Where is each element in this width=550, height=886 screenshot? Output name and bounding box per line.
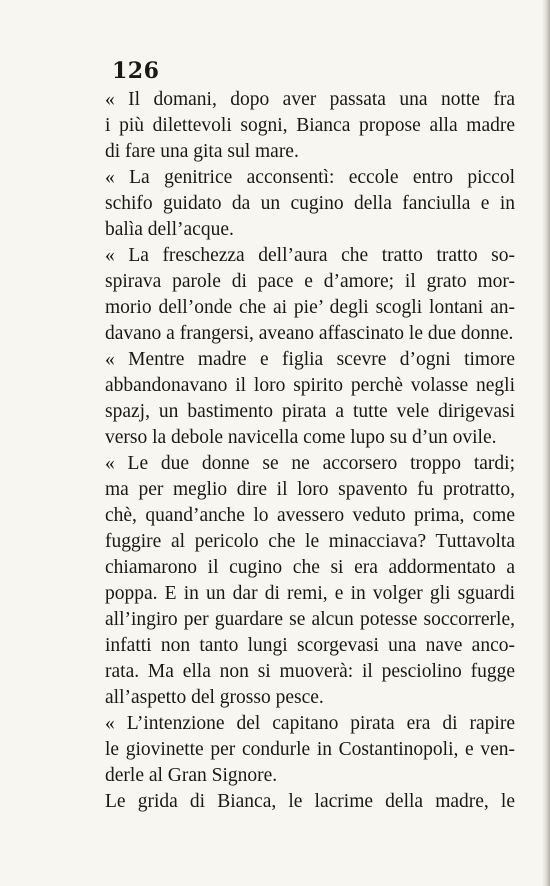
text-line: all’ingiro per guardare se alcun potesse soccorrerle, (105, 609, 515, 630)
text-line: Le grida di Bianca, le lacrime della madre, le (105, 791, 515, 812)
text-line: chè, quand’anche lo avessero veduto prima, come (105, 505, 515, 526)
text-line: davano a frangersi, aveano affascinato le due donne. (105, 323, 514, 344)
text-line: balìa dell’acque. (105, 219, 234, 240)
text-line: verso la debole navicella come lupo su d’un ovile. (105, 427, 497, 448)
text-line: infatti non tanto lungi scorgevasi una nave anco- (105, 635, 515, 656)
text-line: i più dilettevoli sogni, Bianca propose alla madre (105, 115, 515, 136)
text-line: ma per meglio dire il loro spavento fu protratto, (105, 479, 515, 500)
text-line: fuggire al pericolo che le minacciava? Tuttavolta (105, 531, 515, 552)
text-line: spirava parole di pace e d’amore; il grato mor- (105, 271, 515, 292)
text-line: morio dell’onde che ai pie’ degli scogli lontani an- (105, 297, 515, 318)
text-line: « L’intenzione del capitano pirata era di rapire (105, 713, 515, 734)
text-line: « La freschezza dell’aura che tratto tratto so- (105, 245, 515, 266)
text-line: chiamarono il cugino che si era addormentato a (105, 557, 515, 578)
text-line: derle al Gran Signore. (105, 765, 278, 786)
page-number: 126 (112, 58, 160, 84)
text-line: le giovinette per condurle in Costantinopoli, e ven- (105, 739, 515, 760)
text-line: schifo guidato da un cugino della fanciulla e in (105, 193, 515, 214)
text-line: « La genitrice acconsentì: eccole entro piccol (105, 167, 515, 188)
text-line: « Le due donne se ne accorsero troppo tardi; (105, 453, 515, 474)
text-line: rata. Ma ella non si muoverà: il pesciolino fugge (105, 661, 515, 682)
text-line: spazj, un bastimento pirata a tutte vele dirigevasi (105, 401, 515, 422)
body-text (105, 87, 515, 815)
text-line: « Mentre madre e figlia scevre d’ogni timore (105, 349, 515, 370)
text-line: poppa. E in un dar di remi, e in volger gli sguardi (105, 583, 515, 604)
text-line: di fare una gita sul mare. (105, 141, 299, 162)
page-edge-shadow (542, 0, 550, 886)
text-line: all’aspetto del grosso pesce. (105, 687, 324, 708)
text-line: « Il domani, dopo aver passata una notte fra (105, 89, 515, 110)
text-line: abbandonavano il loro spirito perchè volasse negli (105, 375, 515, 396)
